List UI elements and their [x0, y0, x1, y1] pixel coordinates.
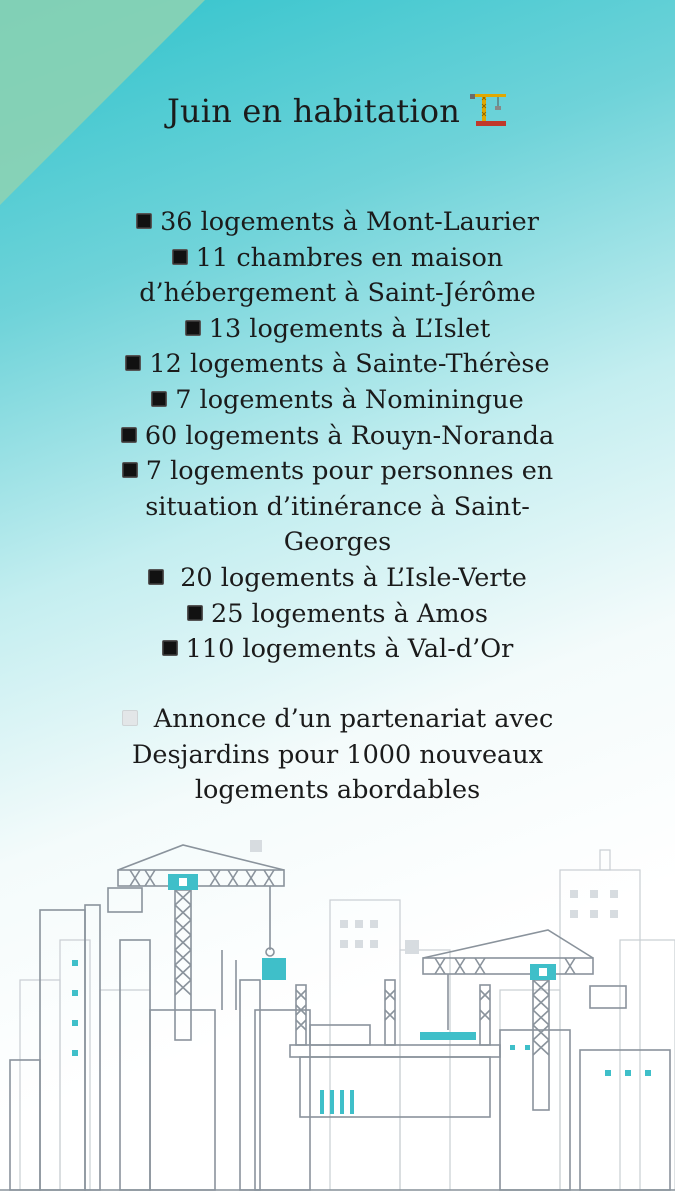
list-item: 20 logements à L’Isle-Verte	[95, 561, 580, 597]
construction-crane-icon	[468, 92, 508, 134]
square-bullet-icon	[151, 391, 167, 407]
list-item: 36 logements à Mont-Laurier	[95, 205, 580, 241]
list-item: 12 logements à Sainte-Thérèse	[95, 347, 580, 383]
list-item: 11 chambres en maison d’hébergement à Saint-Jérôme	[139, 242, 536, 309]
square-bullet-icon	[148, 569, 164, 585]
square-bullet-icon	[162, 640, 178, 656]
city-construction-illustration	[0, 830, 675, 1200]
square-bullet-icon	[125, 355, 141, 371]
page-title	[0, 92, 675, 134]
white-square-bullet-icon	[122, 710, 138, 726]
list-item: 13 logements à L’Islet	[95, 312, 580, 348]
list-item: 60 logements à Rouyn-Noranda	[95, 419, 580, 455]
list-item: 7 logements à Nominingue	[95, 383, 580, 419]
square-bullet-icon	[136, 213, 152, 229]
housing-list	[95, 205, 580, 668]
list-item: 110 logements à Val-d’Or	[95, 632, 580, 668]
list-item: 7 logements pour personnes en situation d’itinérance à Saint-Georges	[95, 454, 580, 561]
square-bullet-icon	[187, 605, 203, 621]
announcement: Annonce d’un partenariat avec Desjardins pour 1000 nouveaux logements abordables	[95, 702, 580, 809]
square-bullet-icon	[172, 249, 188, 265]
square-bullet-icon	[185, 320, 201, 336]
square-bullet-icon	[122, 462, 138, 478]
square-bullet-icon	[121, 427, 137, 443]
list-item: 25 logements à Amos	[95, 597, 580, 633]
title-text: Juin en habitation	[166, 92, 461, 130]
